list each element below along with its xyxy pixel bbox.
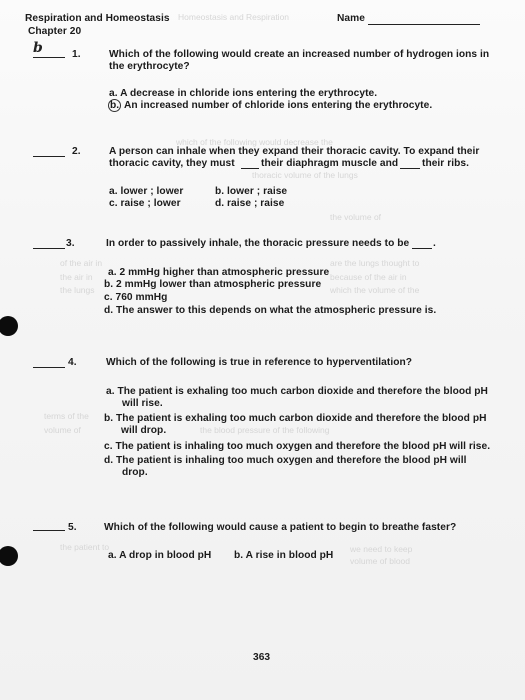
answer-blank-q4[interactable]	[33, 367, 65, 368]
answer-blank-q5[interactable]	[33, 530, 65, 531]
bleed-through: the volume of	[330, 212, 382, 222]
bleed-through: are the lungs thought to	[330, 258, 420, 268]
name-label: Name	[337, 13, 365, 24]
question-number-q5: 5.	[68, 522, 77, 533]
question-text-q1-cont: the erythrocyte?	[109, 61, 190, 72]
bleed-through: Homeostasis and Respiration	[178, 12, 290, 22]
bleed-through: the patient to	[60, 542, 110, 552]
option-q3-a[interactable]: a. 2 mmHg higher than atmospheric pressure	[108, 267, 330, 278]
option-q4-d[interactable]: d. The patient is inhaling too much oxygen and therefore the blood pH will	[104, 455, 467, 466]
bleed-through: volume of	[44, 425, 81, 435]
question-text-q4: Which of the following is true in reference to hyperventilation?	[106, 357, 413, 368]
option-q4-b-cont[interactable]: will drop.	[121, 425, 167, 436]
bleed-through: thoracic volume of the lungs	[252, 170, 358, 180]
option-q1-a[interactable]: a. A decrease in chloride ions entering the erythrocyte.	[109, 88, 378, 99]
page-number: 363	[253, 652, 271, 663]
option-q5-a[interactable]: a. A drop in blood pH	[108, 550, 212, 561]
fill-blank-q3[interactable]	[412, 248, 432, 249]
question-text-q2-part2: their diaphragm muscle and	[261, 158, 399, 169]
bleed-through: we need to keep	[350, 544, 413, 554]
bleed-through: of the air in	[60, 258, 103, 268]
bleed-through: the air in	[60, 272, 93, 282]
option-q4-b[interactable]: b. The patient is exhaling too much carbon dioxide and therefore the blood pH	[104, 413, 487, 424]
option-q1-b-letter[interactable]: b.	[110, 100, 120, 111]
option-q3-d[interactable]: d. The answer to this depends on what the atmospheric pressure is.	[104, 305, 437, 316]
handwritten-answer-q1: b	[33, 40, 43, 56]
question-text-q2: A person can inhale when they expand their thoracic cavity. To expand their	[109, 146, 480, 157]
chapter-label: Chapter 20	[28, 26, 82, 37]
fill-blank-q2-1[interactable]	[241, 168, 259, 169]
bleed-through: which the volume of the	[330, 285, 420, 295]
question-text-q2-part3: their ribs.	[422, 158, 469, 169]
worksheet-title: Respiration and Homeostasis	[25, 13, 170, 24]
option-q3-b[interactable]: b. 2 mmHg lower than atmospheric pressure	[104, 279, 322, 290]
option-q3-c[interactable]: c. 760 mmHg	[104, 292, 168, 303]
answer-blank-q1[interactable]	[33, 57, 65, 58]
question-number-q1: 1.	[72, 49, 81, 60]
option-q4-d-cont[interactable]: drop.	[122, 467, 148, 478]
question-number-q4: 4.	[68, 357, 77, 368]
question-text-q3-end: .	[433, 238, 436, 249]
option-q4-a[interactable]: a. The patient is exhaling too much carbon dioxide and therefore the blood pH	[106, 386, 488, 397]
option-q1-b[interactable]: An increased number of chloride ions entering the erythrocyte.	[124, 100, 433, 111]
question-number-q2: 2.	[72, 146, 81, 157]
name-blank[interactable]	[368, 24, 480, 25]
binder-hole	[0, 546, 18, 566]
bleed-through: terms of the	[44, 411, 89, 421]
question-text-q2-part1: thoracic cavity, they must	[109, 158, 235, 169]
bleed-through: the blood pressure of the following	[200, 425, 330, 435]
bleed-through: because of the air in	[330, 272, 407, 282]
bleed-through: volume of blood	[350, 556, 411, 566]
question-text-q1: Which of the following would create an increased number of hydrogen ions in	[109, 49, 490, 60]
option-q4-a-cont[interactable]: will rise.	[122, 398, 163, 409]
question-number-q3: 3.	[66, 238, 75, 249]
question-text-q3: In order to passively inhale, the thoracic pressure needs to be	[106, 238, 410, 249]
option-q5-b[interactable]: b. A rise in blood pH	[234, 550, 334, 561]
option-q4-c[interactable]: c. The patient is inhaling too much oxygen and therefore the blood pH will rise.	[104, 441, 491, 452]
option-q2-c[interactable]: c. raise ; lower	[109, 198, 181, 209]
answer-blank-q3[interactable]	[33, 248, 65, 249]
question-text-q5: Which of the following would cause a patient to begin to breathe faster?	[104, 522, 457, 533]
binder-hole	[0, 316, 18, 336]
option-q2-a[interactable]: a. lower ; lower	[109, 186, 184, 197]
answer-blank-q2[interactable]	[33, 156, 65, 157]
bleed-through: which of the following would decrease the	[176, 137, 333, 147]
fill-blank-q2-2[interactable]	[400, 168, 420, 169]
option-q2-b[interactable]: b. lower ; raise	[215, 186, 288, 197]
bleed-through: the lungs	[60, 285, 95, 295]
option-q2-d[interactable]: d. raise ; raise	[215, 198, 285, 209]
